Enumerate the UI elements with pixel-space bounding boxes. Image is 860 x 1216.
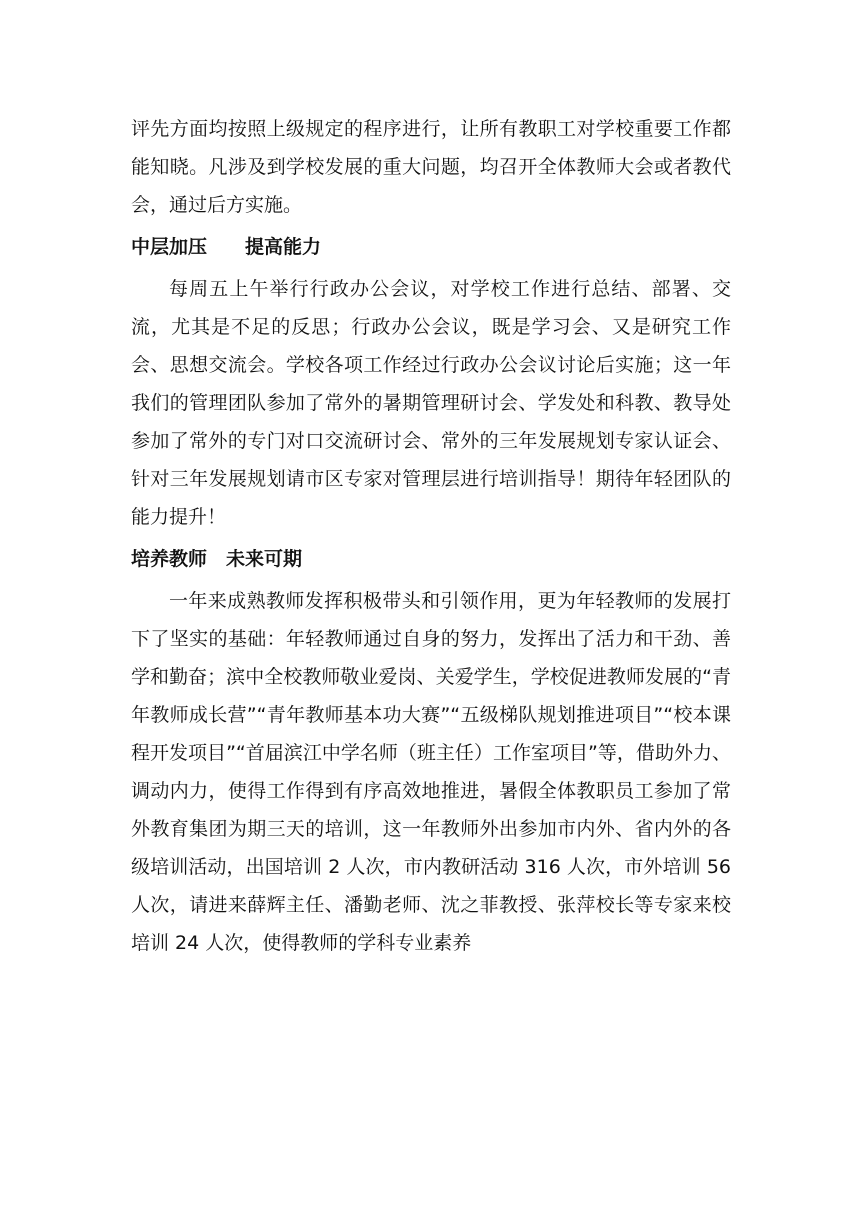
section-heading-2-part-b: 未来可期 [226,548,303,570]
paragraph-1: 评先方面均按照上级规定的程序进行，让所有教职工对学校重要工作都能知晓。凡涉及到学校发展的重大问题，均召开全体教师大会或者教代会，通过后方实施。 [131,118,731,216]
section-heading-1-part-b: 提高能力 [245,236,322,258]
paragraph-3: 一年来成熟教师发挥积极带头和引领作用，更为年轻教师的发展打下了坚实的基础：年轻教师通过自身的努力，发挥出了活力和干劲、善学和勤奋；滨中全校教师敬业爱岗、关爱学生，学校促进教师发展的“青年教师成长营”“青年教师基本功大赛”“五级梯队规划推进项目”“校本课程开发项目”“首届滨江中学名师（班主任）工作室项目”等，借助外力、调动内力，使得工作得到有序高效地推进，暑假全体教职员工参加了常外教育集团为期三天的培训，这一年教师外出参加市内外、省内外的各级培训活动，出国培训 2 人次，市内教研活动 316 人次，市外培训 56 人次，请进来薛辉主任、潘勤老师、沈之菲教授、张萍校长等专家来校培训 24 人次，使得教师的学科专业素养 [131,590,731,954]
section-heading-2 [131,540,731,578]
section-heading-1 [131,228,731,266]
section-heading-1-part-a: 中层加压 [131,236,208,258]
document-body [131,110,731,962]
paragraph-2: 每周五上午举行行政办公会议，对学校工作进行总结、部署、交流，尤其是不足的反思；行政办公会议，既是学习会、又是研究工作会、思想交流会。学校各项工作经过行政办公会议讨论后实施；这一年我们的管理团队参加了常外的暑期管理研讨会、学发处和科教、教导处参加了常外的专门对口交流研讨会、常外的三年发展规划专家认证会、针对三年发展规划请市区专家对管理层进行培训指导！期待年轻团队的能力提升！ [131,278,731,528]
section-heading-2-part-a: 培养教师 [131,548,208,570]
